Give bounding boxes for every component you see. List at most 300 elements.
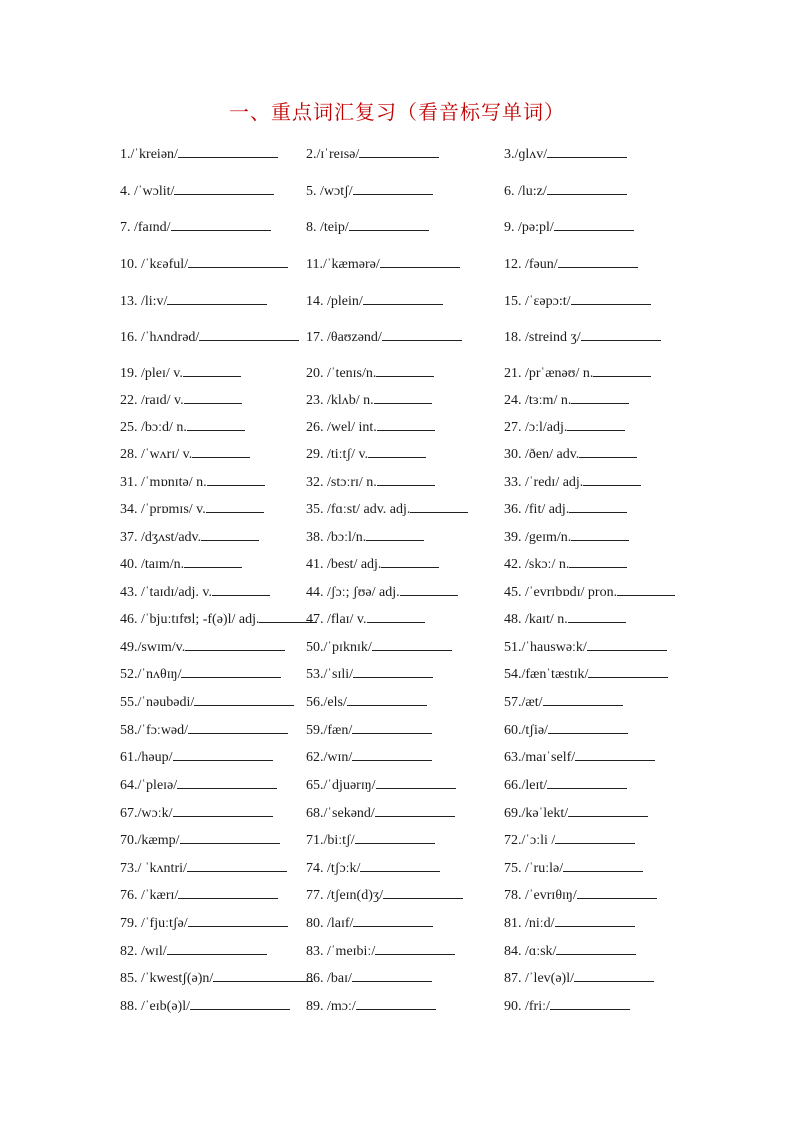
- answer-blank[interactable]: [583, 471, 641, 486]
- vocab-row: [0, 143, 794, 165]
- answer-blank[interactable]: [375, 802, 455, 817]
- vocab-item: [504, 802, 648, 824]
- vocab-item: [306, 416, 435, 438]
- answer-blank[interactable]: [400, 581, 458, 596]
- phonetic-prompt: 75. /ˈruːlə/: [504, 861, 564, 876]
- phonetic-prompt: 44. /ʃɔː; ʃʊə/ adj.: [306, 585, 400, 600]
- answer-blank[interactable]: [382, 326, 462, 341]
- answer-blank[interactable]: [375, 940, 455, 955]
- vocab-item: [120, 581, 270, 603]
- phonetic-prompt: 10. /ˈkɛəful/: [120, 257, 189, 272]
- vocab-row: [0, 362, 794, 384]
- vocab-item: [504, 691, 623, 713]
- phonetic-prompt: 41. /best/ adj.: [306, 557, 382, 572]
- answer-blank[interactable]: [377, 416, 435, 431]
- vocab-row: [0, 719, 794, 741]
- answer-blank[interactable]: [543, 691, 623, 706]
- vocab-item: [306, 691, 427, 713]
- phonetic-prompt: 73./ ˈkʌntri/: [120, 861, 187, 876]
- phonetic-prompt: 11./ˈkæmərə/: [306, 257, 380, 272]
- vocab-item: [306, 389, 432, 411]
- phonetic-prompt: 77. /tʃeɪn(d)ʒ/: [306, 888, 383, 903]
- vocab-item: [120, 326, 299, 348]
- vocab-item: [306, 746, 432, 768]
- answer-blank[interactable]: [171, 216, 271, 231]
- answer-blank[interactable]: [372, 636, 452, 651]
- vocab-item: [504, 912, 635, 934]
- vocab-item: [306, 995, 436, 1017]
- phonetic-prompt: 2./ɪˈreɪsə/: [306, 147, 360, 162]
- phonetic-prompt: 85. /ˈkwestʃ(ə)n/: [120, 971, 214, 986]
- vocab-row: [0, 416, 794, 438]
- phonetic-prompt: 17. /θaʊzənd/: [306, 330, 382, 345]
- phonetic-prompt: 68./ˈsekənd/: [306, 806, 375, 821]
- vocab-item: [306, 967, 432, 989]
- answer-blank[interactable]: [558, 253, 638, 268]
- vocab-row: [0, 746, 794, 768]
- answer-blank[interactable]: [376, 774, 456, 789]
- answer-blank[interactable]: [206, 498, 264, 513]
- answer-blank[interactable]: [192, 443, 250, 458]
- vocab-item: [504, 362, 651, 384]
- vocab-item: [120, 253, 288, 275]
- answer-blank[interactable]: [547, 180, 627, 195]
- vocab-row: [0, 608, 794, 630]
- vocab-item: [306, 326, 462, 348]
- phonetic-prompt: 62./wɪn/: [306, 750, 353, 765]
- answer-blank[interactable]: [180, 829, 280, 844]
- answer-blank[interactable]: [353, 912, 433, 927]
- answer-blank[interactable]: [173, 802, 273, 817]
- phonetic-prompt: 59./fæn/: [306, 723, 353, 738]
- phonetic-prompt: 7. /faɪnd/: [120, 220, 171, 235]
- answer-blank[interactable]: [547, 143, 627, 158]
- vocab-item: [120, 526, 259, 548]
- vocab-item: [120, 746, 273, 768]
- vocab-item: [504, 216, 634, 238]
- answer-blank[interactable]: [356, 995, 436, 1010]
- phonetic-prompt: 18. /streind ʒ/: [504, 330, 581, 345]
- vocab-item: [306, 143, 439, 165]
- vocab-item: [306, 940, 455, 962]
- answer-blank[interactable]: [377, 471, 435, 486]
- phonetic-prompt: 4. /ˈwɔlit/: [120, 184, 175, 199]
- phonetic-prompt: 16. /ˈhʌndrəd/: [120, 330, 200, 345]
- vocab-item: [306, 912, 433, 934]
- phonetic-prompt: 39. /geɪm/n.: [504, 530, 572, 545]
- vocab-item: [504, 326, 661, 348]
- answer-blank[interactable]: [188, 253, 288, 268]
- vocab-item: [504, 526, 629, 548]
- phonetic-prompt: 12. /fəun/: [504, 257, 558, 272]
- answer-blank[interactable]: [568, 608, 626, 623]
- vocab-item: [306, 443, 426, 465]
- answer-blank[interactable]: [410, 498, 468, 513]
- answer-blank[interactable]: [352, 967, 432, 982]
- phonetic-prompt: 80. /laɪf/: [306, 916, 354, 931]
- vocab-row: [0, 802, 794, 824]
- phonetic-prompt: 37. /dʒʌst/adv.: [120, 530, 202, 545]
- phonetic-prompt: 81. /niːd/: [504, 916, 555, 931]
- vocab-row: [0, 636, 794, 658]
- vocab-item: [504, 608, 626, 630]
- vocab-item: [306, 290, 443, 312]
- phonetic-prompt: 32. /stɔːrɪ/ n.: [306, 475, 377, 490]
- phonetic-prompt: 84. /ɑːsk/: [504, 944, 557, 959]
- answer-blank[interactable]: [188, 719, 288, 734]
- vocab-row: [0, 471, 794, 493]
- phonetic-prompt: 27. /ɔːl/adj.: [504, 420, 568, 435]
- vocab-row: [0, 940, 794, 962]
- phonetic-prompt: 15. /ˈɛəpɔ:t/: [504, 294, 571, 309]
- vocab-item: [120, 719, 288, 741]
- phonetic-prompt: 79. /ˈfjuːtʃə/: [120, 916, 188, 931]
- vocab-item: [306, 884, 463, 906]
- vocab-item: [120, 180, 274, 202]
- vocab-item: [504, 180, 627, 202]
- answer-blank[interactable]: [581, 326, 661, 341]
- answer-blank[interactable]: [555, 912, 635, 927]
- vocab-item: [504, 389, 629, 411]
- vocab-item: [306, 802, 455, 824]
- phonetic-prompt: 22. /raɪd/ v.: [120, 393, 184, 408]
- phonetic-prompt: 36. /fit/ adj.: [504, 502, 570, 517]
- answer-blank[interactable]: [556, 940, 636, 955]
- phonetic-prompt: 50./ˈpɪknɪk/: [306, 640, 372, 655]
- phonetic-prompt: 25. /bɔːd/ n.: [120, 420, 187, 435]
- phonetic-prompt: 65./ˈdjuərɪŋ/: [306, 778, 376, 793]
- answer-blank[interactable]: [201, 526, 259, 541]
- vocab-item: [504, 940, 636, 962]
- phonetic-prompt: 3./ɡlʌv/: [504, 147, 548, 162]
- answer-blank[interactable]: [352, 719, 432, 734]
- phonetic-prompt: 29. /tiːtʃ/ v.: [306, 447, 369, 462]
- vocab-row: [0, 995, 794, 1017]
- phonetic-prompt: 35. /fɑːst/ adv. adj.: [306, 502, 411, 517]
- vocab-row: [0, 857, 794, 879]
- phonetic-prompt: 78. /ˈevrɪθɪŋ/: [504, 888, 577, 903]
- vocab-item: [504, 443, 637, 465]
- vocab-item: [504, 581, 675, 603]
- answer-blank[interactable]: [571, 526, 629, 541]
- vocab-item: [120, 471, 265, 493]
- answer-blank[interactable]: [359, 143, 439, 158]
- vocab-item: [120, 416, 245, 438]
- vocab-item: [504, 774, 627, 796]
- phonetic-prompt: 54./fænˈtæstɪk/: [504, 667, 589, 682]
- vocab-item: [504, 471, 641, 493]
- phonetic-prompt: 64./ˈpleɪə/: [120, 778, 178, 793]
- phonetic-prompt: 52./ˈnʌθɪŋ/: [120, 667, 182, 682]
- answer-blank[interactable]: [212, 581, 270, 596]
- answer-blank[interactable]: [353, 663, 433, 678]
- vocab-item: [306, 216, 429, 238]
- answer-blank[interactable]: [380, 253, 460, 268]
- phonetic-prompt: 23. /klʌb/ n.: [306, 393, 374, 408]
- phonetic-prompt: 66./leɪt/: [504, 778, 548, 793]
- answer-blank[interactable]: [577, 884, 657, 899]
- vocab-row: [0, 216, 794, 238]
- answer-blank[interactable]: [207, 471, 265, 486]
- phonetic-prompt: 34. /ˈprɒmɪs/ v.: [120, 502, 206, 517]
- answer-blank[interactable]: [569, 553, 627, 568]
- vocab-item: [306, 362, 434, 384]
- vocab-item: [120, 443, 250, 465]
- vocab-item: [306, 719, 432, 741]
- answer-blank[interactable]: [554, 216, 634, 231]
- answer-blank[interactable]: [548, 719, 628, 734]
- phonetic-prompt: 61./həup/: [120, 750, 173, 765]
- answer-blank[interactable]: [213, 967, 313, 982]
- vocab-row: [0, 581, 794, 603]
- answer-blank[interactable]: [349, 216, 429, 231]
- phonetic-prompt: 43. /ˈtaɪdɪ/adj. v.: [120, 585, 213, 600]
- answer-blank[interactable]: [355, 829, 435, 844]
- vocab-item: [120, 553, 242, 575]
- answer-blank[interactable]: [177, 774, 277, 789]
- phonetic-prompt: 90. /friː/: [504, 999, 550, 1014]
- phonetic-prompt: 40. /taɪm/n.: [120, 557, 185, 572]
- answer-blank[interactable]: [574, 967, 654, 982]
- phonetic-prompt: 8. /teip/: [306, 220, 349, 235]
- phonetic-prompt: 83. /ˈmeɪbiː/: [306, 944, 376, 959]
- vocab-item: [120, 663, 281, 685]
- vocab-item: [120, 691, 294, 713]
- vocab-item: [120, 829, 280, 851]
- vocab-item: [306, 608, 425, 630]
- vocab-item: [120, 362, 241, 384]
- vocab-item: [120, 498, 264, 520]
- vocab-item: [504, 857, 643, 879]
- answer-blank[interactable]: [353, 180, 433, 195]
- vocab-item: [120, 774, 277, 796]
- phonetic-prompt: 89. /mɔː/: [306, 999, 356, 1014]
- vocab-item: [120, 940, 267, 962]
- vocab-item: [504, 143, 627, 165]
- vocab-item: [120, 967, 313, 989]
- answer-blank[interactable]: [587, 636, 667, 651]
- phonetic-prompt: 24. /tɜːm/ n.: [504, 393, 572, 408]
- vocab-row: [0, 389, 794, 411]
- answer-blank[interactable]: [178, 884, 278, 899]
- phonetic-prompt: 53./ˈsɪli/: [306, 667, 354, 682]
- phonetic-prompt: 31. /ˈmɒnɪtə/ n.: [120, 475, 207, 490]
- phonetic-prompt: 14. /plein/: [306, 294, 363, 309]
- answer-blank[interactable]: [347, 691, 427, 706]
- answer-blank[interactable]: [571, 389, 629, 404]
- vocab-item: [504, 746, 655, 768]
- answer-blank[interactable]: [368, 443, 426, 458]
- answer-blank[interactable]: [563, 857, 643, 872]
- answer-blank[interactable]: [173, 746, 273, 761]
- vocab-item: [306, 829, 435, 851]
- phonetic-prompt: 46. /ˈbjuːtɪfʊl; -f(ə)l/ adj.: [120, 612, 260, 627]
- phonetic-prompt: 48. /kaɪt/ n.: [504, 612, 568, 627]
- phonetic-prompt: 56./els/: [306, 695, 347, 710]
- answer-blank[interactable]: [593, 362, 651, 377]
- vocab-item: [504, 967, 654, 989]
- answer-blank[interactable]: [181, 663, 281, 678]
- answer-blank[interactable]: [567, 416, 625, 431]
- vocab-item: [120, 216, 271, 238]
- answer-blank[interactable]: [190, 995, 290, 1010]
- phonetic-prompt: 5. /wɔtʃ/: [306, 184, 353, 199]
- answer-blank[interactable]: [367, 608, 425, 623]
- phonetic-prompt: 49./swɪm/v.: [120, 640, 186, 655]
- vocab-item: [504, 829, 635, 851]
- answer-blank[interactable]: [187, 416, 245, 431]
- vocab-item: [306, 553, 439, 575]
- vocab-item: [306, 180, 433, 202]
- answer-blank[interactable]: [550, 995, 630, 1010]
- answer-blank[interactable]: [184, 553, 242, 568]
- page-title: 一、重点词汇复习（看音标写单词）: [229, 100, 565, 124]
- answer-blank[interactable]: [360, 857, 440, 872]
- answer-blank[interactable]: [376, 362, 434, 377]
- answer-blank[interactable]: [187, 857, 287, 872]
- vocab-item: [504, 498, 627, 520]
- phonetic-prompt: 30. /ðen/ adv.: [504, 447, 580, 462]
- answer-blank[interactable]: [194, 691, 294, 706]
- phonetic-prompt: 57./æt/: [504, 695, 543, 710]
- answer-blank[interactable]: [178, 143, 278, 158]
- vocab-item: [306, 636, 452, 658]
- phonetic-prompt: 1./ˈkreiən/: [120, 147, 178, 162]
- phonetic-prompt: 28. /ˈwʌrɪ/ v.: [120, 447, 193, 462]
- phonetic-prompt: 86. /baɪ/: [306, 971, 352, 986]
- answer-blank[interactable]: [579, 443, 637, 458]
- phonetic-prompt: 67./wɔːk/: [120, 806, 173, 821]
- phonetic-prompt: 21. /prˈænəʊ/ n.: [504, 366, 594, 381]
- answer-blank[interactable]: [363, 290, 443, 305]
- answer-blank[interactable]: [188, 912, 288, 927]
- vocab-row: [0, 498, 794, 520]
- vocab-row: [0, 663, 794, 685]
- phonetic-prompt: 58./ˈfɔːwəd/: [120, 723, 189, 738]
- answer-blank[interactable]: [568, 802, 648, 817]
- vocab-item: [306, 581, 458, 603]
- vocab-row: [0, 884, 794, 906]
- phonetic-prompt: 88. /ˈeɪb(ə)l/: [120, 999, 190, 1014]
- vocab-item: [120, 802, 273, 824]
- vocab-row: [0, 443, 794, 465]
- phonetic-prompt: 13. /li:v/: [120, 294, 168, 309]
- answer-blank[interactable]: [174, 180, 274, 195]
- phonetic-prompt: 76. /ˈkærɪ/: [120, 888, 179, 903]
- vocab-row: [0, 691, 794, 713]
- vocab-row: [0, 526, 794, 548]
- phonetic-prompt: 45. /ˈevrɪbɒdɪ/ pron.: [504, 585, 618, 600]
- vocab-item: [120, 608, 317, 630]
- vocab-item: [306, 774, 456, 796]
- vocab-item: [504, 290, 651, 312]
- vocab-item: [120, 389, 242, 411]
- vocab-row: [0, 967, 794, 989]
- phonetic-prompt: 69./kəˈlekt/: [504, 806, 569, 821]
- vocab-item: [504, 995, 630, 1017]
- vocab-item: [120, 857, 287, 879]
- vocab-row: [0, 774, 794, 796]
- answer-blank[interactable]: [199, 326, 299, 341]
- answer-blank[interactable]: [185, 636, 285, 651]
- vocab-item: [306, 253, 460, 275]
- vocab-item: [504, 884, 657, 906]
- vocab-row: [0, 912, 794, 934]
- answer-blank[interactable]: [366, 526, 424, 541]
- vocab-item: [120, 636, 285, 658]
- phonetic-prompt: 26. /wel/ int.: [306, 420, 377, 435]
- vocab-item: [120, 290, 267, 312]
- phonetic-prompt: 9. /pə:pl/: [504, 220, 554, 235]
- answer-blank[interactable]: [352, 746, 432, 761]
- vocab-item: [120, 912, 288, 934]
- vocab-item: [120, 995, 290, 1017]
- phonetic-prompt: 38. /bɔːl/n.: [306, 530, 367, 545]
- answer-blank[interactable]: [569, 498, 627, 513]
- answer-blank[interactable]: [381, 553, 439, 568]
- vocab-item: [504, 636, 667, 658]
- phonetic-prompt: 71./biːtʃ/: [306, 833, 355, 848]
- vocab-item: [504, 719, 628, 741]
- answer-blank[interactable]: [374, 389, 432, 404]
- phonetic-prompt: 20. /ˈtenɪs/n.: [306, 366, 377, 381]
- phonetic-prompt: 82. /wɪl/: [120, 944, 167, 959]
- vocab-item: [306, 526, 424, 548]
- vocab-row: [0, 180, 794, 202]
- vocab-item: [306, 663, 433, 685]
- vocab-row: [0, 290, 794, 312]
- answer-blank[interactable]: [167, 290, 267, 305]
- phonetic-prompt: 42. /skɔː/ n.: [504, 557, 570, 572]
- phonetic-prompt: 60./tʃiə/: [504, 723, 548, 738]
- vocab-row: [0, 553, 794, 575]
- vocab-item: [120, 143, 278, 165]
- vocab-row: [0, 253, 794, 275]
- vocab-row: [0, 326, 794, 348]
- answer-blank[interactable]: [617, 581, 675, 596]
- vocab-item: [504, 253, 638, 275]
- phonetic-prompt: 6. /lu:z/: [504, 184, 547, 199]
- answer-blank[interactable]: [383, 884, 463, 899]
- vocab-item: [504, 416, 625, 438]
- vocab-item: [306, 498, 468, 520]
- phonetic-prompt: 33. /ˈredɪ/ adj.: [504, 475, 584, 490]
- answer-blank[interactable]: [184, 389, 242, 404]
- phonetic-prompt: 51./ˈhauswəːk/: [504, 640, 587, 655]
- phonetic-prompt: 63./maɪˈself/: [504, 750, 576, 765]
- phonetic-prompt: 70./kæmp/: [120, 833, 180, 848]
- vocab-item: [306, 471, 435, 493]
- phonetic-prompt: 72./ˈɔːli /: [504, 833, 556, 848]
- vocab-item: [504, 553, 627, 575]
- phonetic-prompt: 47. /flaɪ/ v.: [306, 612, 367, 627]
- phonetic-prompt: 87. /ˈlev(ə)l/: [504, 971, 574, 986]
- answer-blank[interactable]: [588, 663, 668, 678]
- vocab-item: [120, 884, 278, 906]
- answer-blank[interactable]: [575, 746, 655, 761]
- phonetic-prompt: 74. /tʃɔːk/: [306, 861, 361, 876]
- answer-blank[interactable]: [183, 362, 241, 377]
- answer-blank[interactable]: [167, 940, 267, 955]
- answer-blank[interactable]: [547, 774, 627, 789]
- vocab-item: [504, 663, 668, 685]
- phonetic-prompt: 55./ˈnəubədi/: [120, 695, 195, 710]
- vocab-item: [306, 857, 440, 879]
- phonetic-prompt: 19. /pleɪ/ v.: [120, 366, 183, 381]
- answer-blank[interactable]: [555, 829, 635, 844]
- vocab-row: [0, 829, 794, 851]
- answer-blank[interactable]: [571, 290, 651, 305]
